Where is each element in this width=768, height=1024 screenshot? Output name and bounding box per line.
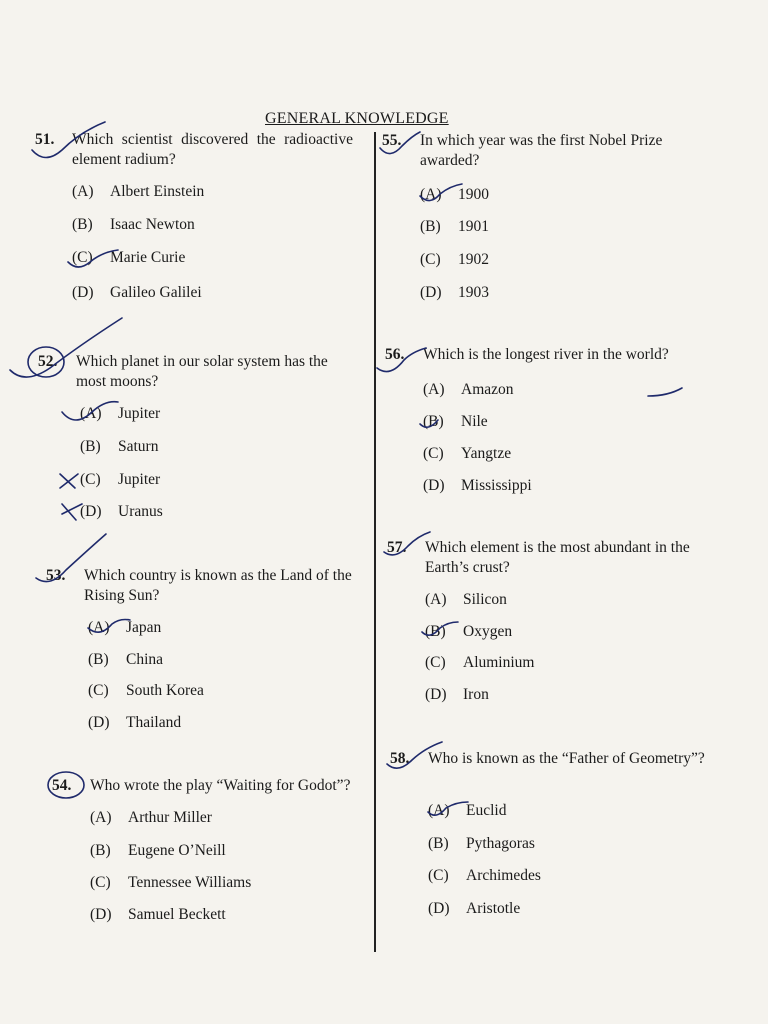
option-b[interactable]: (B) Eugene O’Neill — [90, 842, 226, 859]
tick-mark — [384, 532, 430, 555]
tick-mark — [88, 620, 130, 633]
question-text: Which scientist discovered the radioactive element radium? — [72, 131, 353, 168]
tick-mark — [420, 420, 438, 427]
tick-mark — [10, 318, 122, 377]
option-d[interactable]: (D) Thailand — [88, 714, 182, 731]
tick-mark — [380, 132, 420, 154]
question-text: Which planet in our solar system has the most moons? — [76, 353, 328, 390]
question-number: 52. — [38, 353, 58, 370]
option-b[interactable]: (B) Saturn — [80, 438, 159, 455]
question-number: 57. — [387, 539, 407, 556]
option-b[interactable]: (B) Isaac Newton — [72, 216, 195, 233]
question-text: Who wrote the play “Waiting for Godot”? — [90, 777, 351, 794]
question-text: Who is known as the “Father of Geometry”? — [428, 750, 705, 767]
option-d[interactable]: (D) 1903 — [420, 284, 489, 301]
tick-mark — [62, 402, 118, 420]
option-c[interactable]: (C) Jupiter — [80, 471, 161, 488]
page-title: GENERAL KNOWLEDGE — [265, 110, 449, 127]
option-c[interactable]: (C) Archimedes — [428, 867, 541, 884]
option-a[interactable]: (A) Albert Einstein — [72, 183, 205, 200]
question-number: 56. — [385, 346, 405, 363]
underline-mark — [648, 388, 682, 396]
question-text: In which year was the first Nobel Prize awarded? — [420, 132, 663, 169]
tick-mark — [420, 184, 462, 201]
option-a[interactable]: (A) Japan — [88, 619, 162, 636]
option-a[interactable]: (A) Jupiter — [80, 405, 161, 422]
option-c[interactable]: (C) 1902 — [420, 251, 489, 268]
option-c[interactable]: (C) Tennessee Williams — [90, 874, 252, 891]
option-c[interactable]: (C) South Korea — [88, 682, 204, 699]
option-c[interactable]: (C) Yangtze — [423, 445, 512, 462]
option-d[interactable]: (D) Galileo Galilei — [72, 284, 202, 301]
option-b[interactable]: (B) Pythagoras — [428, 835, 535, 852]
question-text: Which element is the most abundant in the Earth’s crust? — [425, 539, 690, 576]
cross-mark — [60, 474, 78, 488]
tick-mark — [422, 622, 458, 635]
option-b[interactable]: (B) China — [88, 651, 164, 668]
option-a[interactable]: (A) Silicon — [425, 591, 507, 608]
option-d[interactable]: (D) Mississippi — [423, 477, 532, 494]
option-a[interactable]: (A) Amazon — [423, 381, 514, 398]
question-number: 55. — [382, 132, 402, 149]
tick-mark — [387, 742, 442, 768]
tick-mark — [32, 122, 105, 158]
option-b[interactable]: (B) Nile — [423, 413, 488, 430]
option-b[interactable]: (B) Oxygen — [425, 623, 513, 640]
option-d[interactable]: (D) Aristotle — [428, 900, 521, 917]
question-text: Which country is known as the Land of the Rising Sun? — [84, 567, 352, 604]
option-d[interactable]: (D) Samuel Beckett — [90, 906, 226, 923]
circle-mark — [48, 772, 84, 798]
tick-mark — [377, 348, 426, 372]
option-c[interactable]: (C) Marie Curie — [72, 249, 186, 266]
option-b[interactable]: (B) 1901 — [420, 218, 489, 235]
tick-mark — [36, 534, 106, 582]
option-a[interactable]: (A) 1900 — [420, 186, 489, 203]
cross-mark — [62, 504, 82, 520]
question-number: 54. — [52, 777, 72, 794]
tick-mark — [428, 802, 468, 815]
option-d[interactable]: (D) Uranus — [80, 503, 163, 520]
question-number: 58. — [390, 750, 410, 767]
option-d[interactable]: (D) Iron — [425, 686, 489, 703]
tick-mark — [68, 250, 118, 267]
option-c[interactable]: (C) Aluminium — [425, 654, 535, 671]
question-number: 51. — [35, 131, 55, 148]
option-a[interactable]: (A) Euclid — [428, 802, 507, 819]
question-text: Which is the longest river in the world? — [423, 346, 669, 363]
question-number: 53. — [46, 567, 66, 584]
option-a[interactable]: (A) Arthur Miller — [90, 809, 212, 826]
